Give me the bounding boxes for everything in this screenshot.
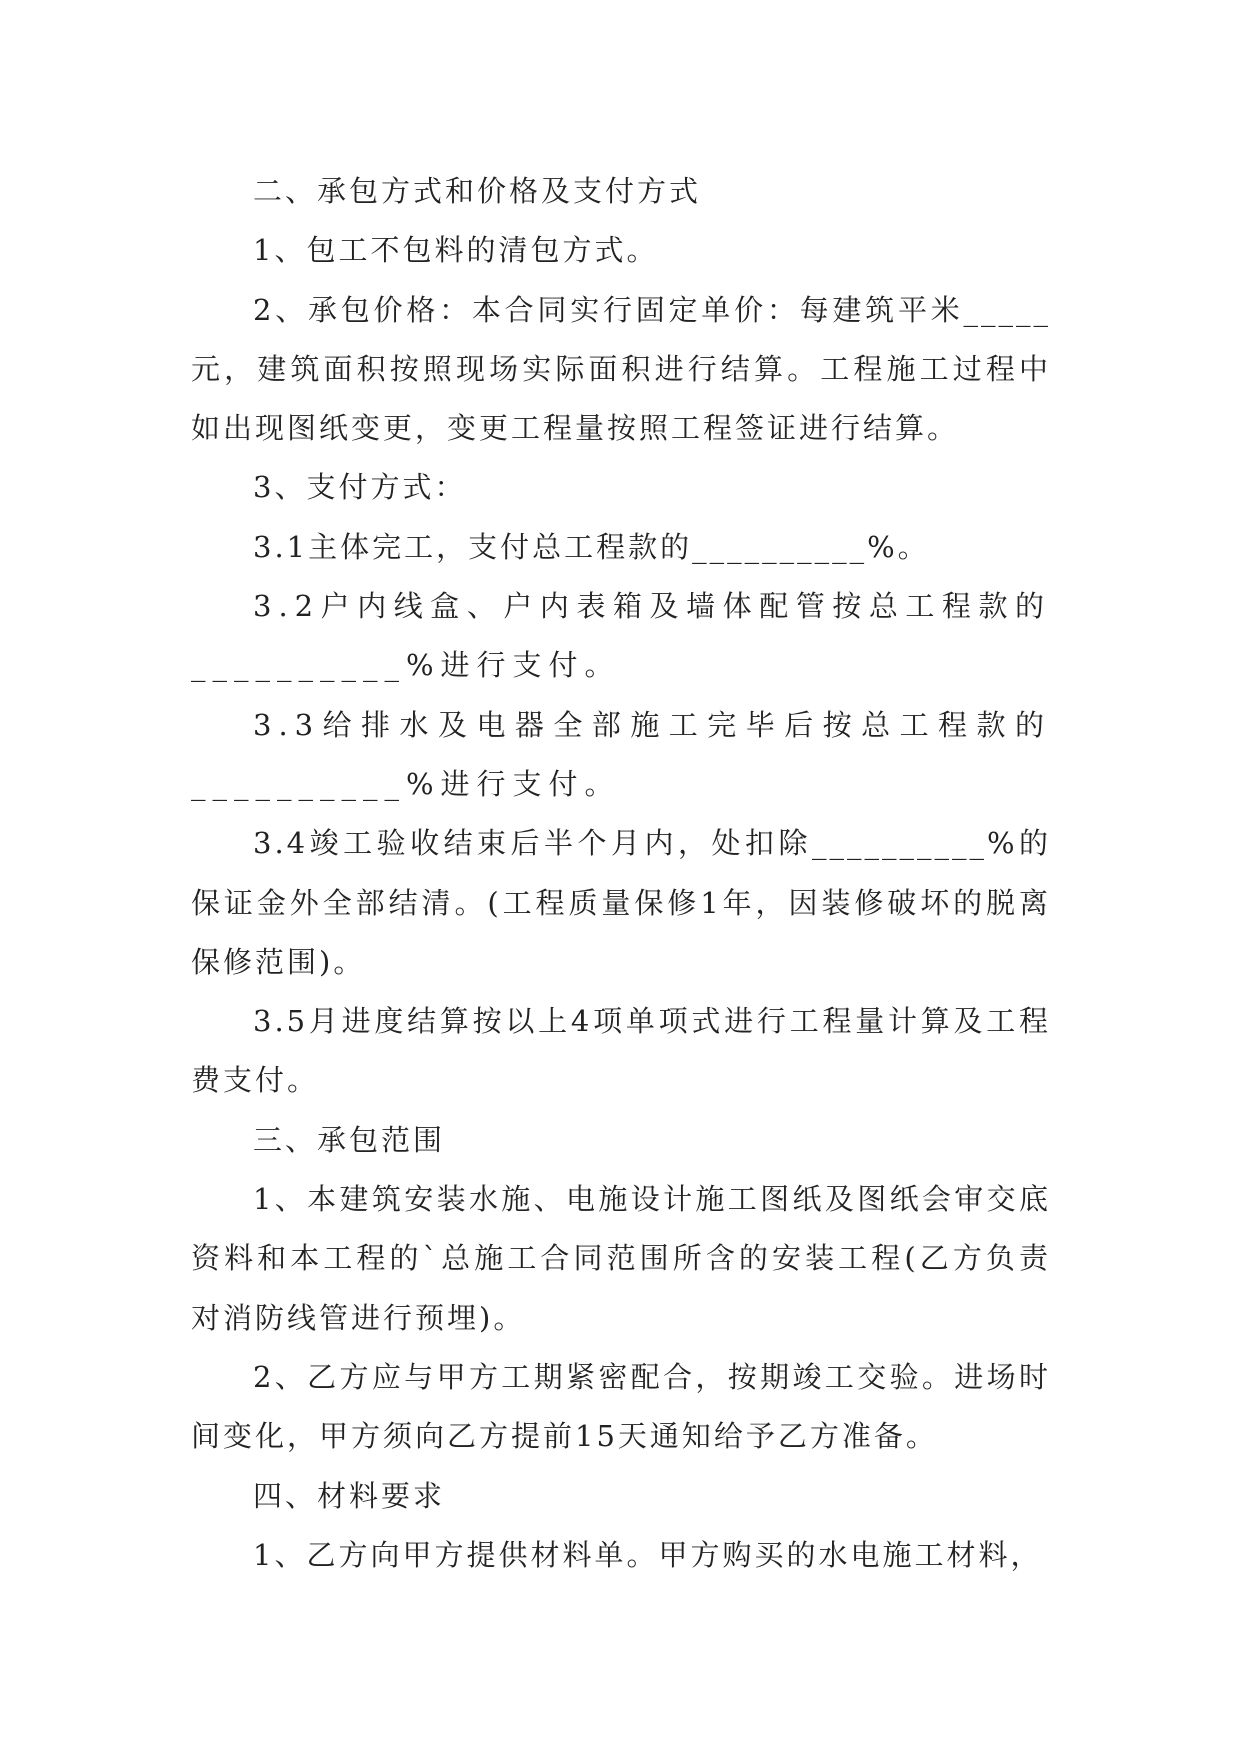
paragraph-materials-1: 1、乙方向甲方提供材料单。甲方购买的水电施工材料， — [253, 1537, 1043, 1572]
paragraph-payment-3-5: 3.5月进度结算按以上4项单项式进行工程量计算及工程费支付。 — [191, 1004, 1051, 1098]
section-heading-payment: 二、承包方式和价格及支付方式 — [253, 174, 702, 208]
section-heading-materials: 四、材料要求 — [253, 1478, 446, 1513]
paragraph-payment-3-3: 3.3给排水及电器全部施工完毕后按总工程款的__________%进行支付。 — [191, 707, 1051, 801]
paragraph-payment-3-1: 3.1主体完工，支付总工程款的__________%。 — [253, 529, 930, 564]
section-heading-scope: 三、承包范围 — [253, 1122, 446, 1157]
paragraph-contract-mode: 1、包工不包料的清包方式。 — [253, 233, 659, 268]
document-body — [191, 162, 1051, 1585]
paragraph-scope-2: 2、乙方应与甲方工期紧密配合，按期竣工交验。进场时间变化，甲方须向乙方提前15天通知给予乙方准备。 — [191, 1359, 1051, 1454]
paragraph-payment-method: 3、支付方式： — [253, 470, 467, 505]
paragraph-payment-3-4: 3.4竣工验收结束后半个月内，处扣除__________%的保证金外全部结清。(工程质量保修1年，因装修破坏的脱离保修范围)。 — [191, 826, 1051, 979]
paragraph-contract-price: 2、承包价格：本合同实行固定单价：每建筑平米_____元，建筑面积按照现场实际面积进行结算。工程施工过程中如出现图纸变更，变更工程量按照工程签证进行结算。 — [191, 292, 1051, 446]
paragraph-payment-3-2: 3.2户内线盒、户内表箱及墙体配管按总工程款的__________%进行支付。 — [191, 589, 1051, 683]
paragraph-scope-1: 1、本建筑安装水施、电施设计施工图纸及图纸会审交底资料和本工程的`总施工合同范围所含的安装工程(乙方负责对消防线管进行预埋)。 — [191, 1182, 1051, 1335]
